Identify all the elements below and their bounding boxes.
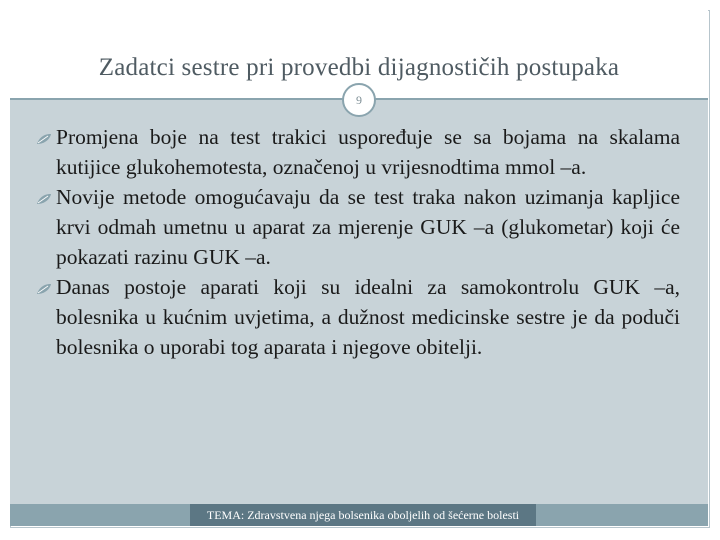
bullet-item <box>36 182 680 272</box>
slide-title: Zadatci sestre pri provedbi dijagnostičih postupaka <box>98 54 620 81</box>
leaf-bullet-icon <box>36 182 56 212</box>
bullet-item <box>36 122 680 182</box>
bullet-list <box>36 122 680 362</box>
footer-text: TEMA: Zdravstvena njega bolsenika oboljelih od šećerne bolesti <box>206 507 520 522</box>
bullet-text: Novije metode omogućavaju da se test traka nakon uzimanja kapljice krvi odmah umetnu u aparat za mjerenje GUK –a (glukometar) koji će pokazati razinu GUK –a. <box>56 185 680 269</box>
leaf-bullet-icon <box>36 122 56 152</box>
bullet-item <box>36 272 680 362</box>
bullet-text: Promjena boje na test trakici uspoređuje se sa bojama na skalama kutijice glukohemotesta, označenoj u vrijesnodtima mmol –a. <box>56 125 680 179</box>
bullet-text: Danas postoje aparati koji su idealni za samokontrolu GUK –a, bolesnika u kućnim uvjetima, a dužnost medicinske sestre je da poduči bolesnika o uporabi tog aparata i njegove obitelji. <box>56 275 680 359</box>
footer-box <box>190 504 536 526</box>
leaf-bullet-icon <box>36 272 56 302</box>
page-number-badge <box>342 83 376 117</box>
page-number: 9 <box>356 92 362 107</box>
